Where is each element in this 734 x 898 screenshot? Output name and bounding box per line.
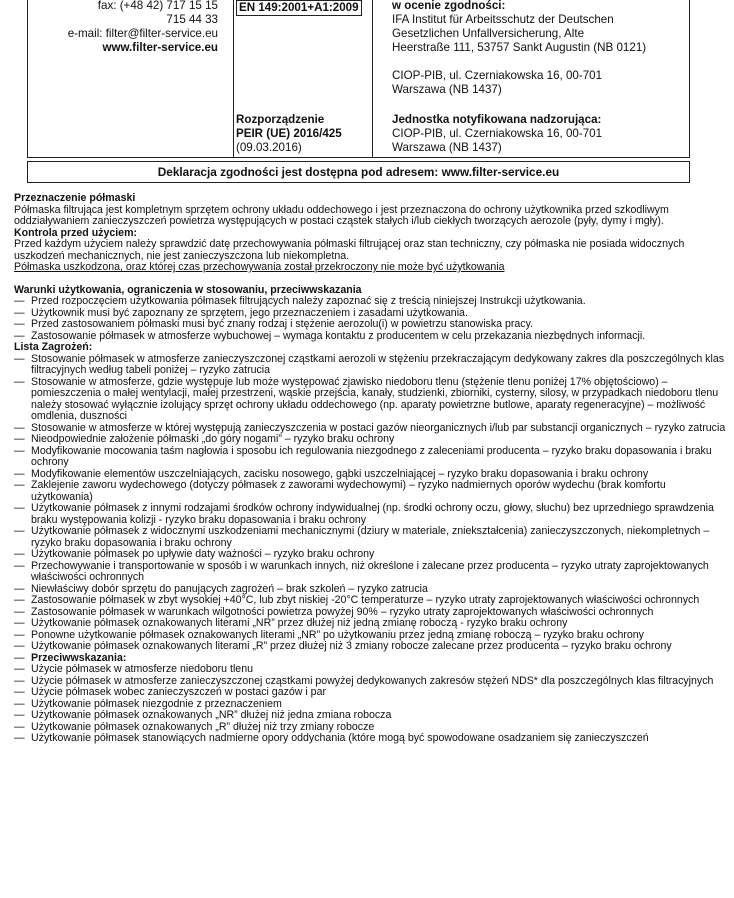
email-address: e-mail: filter@filter-service.eu bbox=[67, 27, 218, 40]
control-heading: Kontrola przed użyciem: bbox=[14, 226, 138, 239]
list-item: — Zaklejenie zaworu wydechowego (dotyczy półmasek z zaworami wydechowymi) – ryzyko nadmiernych oporów wydechu (brak komfortu użytkowania) bbox=[14, 479, 666, 503]
regulation-code: PEIR (UE) 2016/425 bbox=[236, 127, 342, 140]
contact-block bbox=[28, 0, 218, 55]
list-item: — Użytkowanie półmasek oznakowanych „R” dłużej niż trzy zmiany robocze bbox=[14, 720, 375, 733]
list-item: — Przed rozpoczęciem użytkowania półmasek filtrujących należy zapoznać się z treścią niniejszej Instrukcji użytkowania. bbox=[14, 295, 586, 307]
instructions-body bbox=[14, 193, 726, 745]
notified-line: Warszawa (NB 1437) bbox=[392, 141, 502, 154]
conditions-list bbox=[14, 296, 726, 342]
control-text: Przed każdym użyciem należy sprawdzić datę przechowywania półmaski filtrującej oraz stan techniczny, czy półmaska nie posiada widocznych uszkodzeń mechanicznych, nie jest zanieczyszczona lub niekompletna. bbox=[14, 238, 685, 262]
list-item: — Stosowanie półmasek w atmosferze zanieczyszczonej cząstkami aerozoli w stężeniu przekraczającym dedykowany zakres dla poszczególnych klas filtracyjnych według tabeli poniżej – ryzyko zatrucia bbox=[14, 352, 725, 376]
list-item: — Użytkowanie półmasek z widocznymi uszkodzeniami mechanicznymi (dziury w materiale, zniekształcenia) zanieczyszczonych, niekompletnych – ryzyko braku dopasowania i braku ochrony bbox=[14, 525, 710, 549]
assessment-line: Gesetzlichen Unfallversicherung, Alte bbox=[392, 27, 585, 40]
notified-line: CIOP-PIB, ul. Czerniakowska 16, 00-701 bbox=[392, 127, 603, 140]
purpose-text: Półmaska filtrująca jest kompletnym sprzętem ochrony układu oddechowego i jest przeznaczona do ochrony użytkownika przed szkodliwym oddziaływaniem zanieczyszczeń powietrza występujących w postaci cząstek stałych i/lub ciekłych tworzących aerozole (pyły, dymy i mgły). bbox=[14, 203, 669, 227]
control-warning: Półmaska uszkodzona, oraz której czas przechowywania został przekroczony nie może być użytkowania bbox=[14, 261, 505, 273]
list-item: — Modyfikowanie elementów uszczelniających, zacisku nosowego, gąbki uszczelniającej – ryzyko braku dopasowania i braku ochrony bbox=[14, 467, 649, 480]
regulation-cell bbox=[236, 113, 370, 155]
list-item: — Przed zastosowaniem półmaski musi być znany rodzaj i stężenie aerozolu(i) w powietrzu stanowiska pracy. bbox=[14, 318, 534, 330]
standard-number: EN 149:2001+A1:2009 bbox=[236, 0, 362, 16]
list-item: — Ponowne użytkowanie półmasek oznakowanych literami „NR” po użytkowaniu przez jedną zmianę roboczą – ryzyko braku ochrony bbox=[14, 628, 644, 641]
assessment-ciop-line: Warszawa (NB 1437) bbox=[392, 83, 502, 96]
table-divider bbox=[233, 0, 234, 157]
list-item: — Użytkowanie półmasek z innymi rodzajami środków ochrony indywidualnej (np. środki ochrony oczu, głowy, słuchu) bez uprzedniego sprawdzenia braku występowania kolizji - ryzyko braku dopasowania i braku ochrony bbox=[14, 502, 714, 526]
declaration-banner: Deklaracja zgodności jest dostępna pod adresem: www.filter-service.eu bbox=[27, 161, 690, 183]
hazards-heading: Lista Zagrożeń: bbox=[14, 341, 93, 353]
list-item: — Zastosowanie półmasek w atmosferze wybuchowej – wymaga kontaktu z producentem w celu przekazania niezbędnych informacji. bbox=[14, 329, 646, 342]
list-item: — Użytkowanie półmasek oznakowanych literami „NR” przez dłużej niż jedną zmianę roboczą - ryzyko braku ochrony bbox=[14, 617, 568, 629]
list-item: — Użycie półmasek wobec zanieczyszczeń w postaci gazów i par bbox=[14, 686, 326, 698]
contra-heading: Przeciwwskazania: bbox=[31, 651, 127, 664]
hazards-list bbox=[14, 354, 726, 653]
list-item: — Użytkowanie półmasek oznakowanych „NR” dłużej niż jedna zmiana robocza bbox=[14, 709, 392, 721]
notified-cell bbox=[392, 113, 692, 155]
conditions-heading: Warunki użytkowania, ograniczenia w stosowaniu, przeciwwskazania bbox=[14, 283, 362, 296]
list-item: — Użytkowanie półmasek po upływie daty ważności – ryzyko braku ochrony bbox=[14, 548, 375, 560]
assessment-line: Heerstraße 111, 53757 Sankt Augustin (NB 0121) bbox=[392, 41, 647, 54]
list-item: — Użytkowanie półmasek stanowiących nadmierne opory oddychania (które mogą być spowodowane osadzaniem się zanieczyszczeń bbox=[14, 732, 649, 744]
list-item: — Stosowanie w atmosferze w której występują zanieczyszczenia w postaci gazów nieorganicznych i/lub par substancji organicznych – ryzyko zatrucia bbox=[14, 421, 726, 434]
list-item: — Zastosowanie półmasek w zbyt wysokiej +40°C, lub zbyt niskiej -20°C temperaturze – ryzyko utraty zaprojektowanych właściwości ochronnych bbox=[14, 594, 700, 606]
regulation-date: (09.03.2016) bbox=[236, 141, 302, 154]
assessment-ciop-line: CIOP-PIB, ul. Czerniakowska 16, 00-701 bbox=[392, 69, 603, 82]
list-item: — Użycie półmasek w atmosferze zanieczyszczonej cząstkami powyżej dedykowanych zakresów stężeń NDS* dla poszczególnych klas filtracyjnych bbox=[14, 674, 714, 687]
list-item: — Przechowywanie i transportowanie w sposób i w warunkach innych, niż określone i zalecane przez producenta – ryzyko utraty zaprojektowanych właściwości ochronnych bbox=[14, 559, 709, 583]
list-item: — Użycie półmasek w atmosferze niedoboru tlenu bbox=[14, 663, 253, 675]
list-item: — Użytkowanie półmasek oznakowanych literami „R” przez dłużej niż 3 zmiany robocze zalecane przez producenta – ryzyko braku ochrony bbox=[14, 640, 672, 652]
fax-number-cont: 715 44 33 bbox=[166, 13, 218, 26]
table-divider bbox=[372, 0, 373, 157]
list-item: — Niewłaściwy dobór sprzętu do panujących zagrożeń – brak szkoleń – ryzyko zatrucia bbox=[14, 582, 428, 595]
regulation-title: Rozporządzenie bbox=[236, 113, 325, 126]
notified-heading: Jednostka notyfikowana nadzorująca: bbox=[392, 113, 602, 126]
list-item: — Modyfikowanie mocowania taśm nagłowia i sposobu ich regulowania niezgodnego z zaleceniami producenta – ryzyko braku dopasowania i braku ochrony bbox=[14, 444, 712, 468]
assessment-line: IFA Institut für Arbeitsschutz der Deutschen bbox=[392, 13, 614, 26]
assessment-heading: w ocenie zgodności: bbox=[392, 0, 506, 12]
list-item: — Zastosowanie półmasek w warunkach wilgotności powietrza powyżej 90% – ryzyko utraty zaprojektowanych właściwości ochronnych bbox=[14, 605, 654, 618]
contra-list bbox=[14, 653, 726, 745]
fax-number: fax: (+48 42) 717 15 15 bbox=[97, 0, 218, 12]
list-item: — Stosowanie w atmosferze, gdzie występuje lub może występować zjawisko niedoboru tlenu (stężenie tlenu poniżej 17% objętościowo) – pomieszczenia o małej wentylacji, małej przestrzeni, wąskie przejścia, kanały, studzienki, zbiorniki, cysterny, silosy, w przypadkach niedoboru tlenu należy stosować wyłącznie izolujący sprzęt ochrony układu oddechowego (np. aparaty powietrzne butlowe, aparaty regeneracyjne) – możliwość omdlenia, duszności bbox=[14, 375, 719, 422]
purpose-heading: Przeznaczenie półmaski bbox=[14, 192, 136, 204]
website: www.filter-service.eu bbox=[102, 41, 218, 54]
certification-table bbox=[27, 0, 690, 158]
list-item: — Przeciwwskazania: bbox=[14, 651, 127, 664]
list-item: — Użytkownik musi być zapoznany ze sprzętem, jego przeznaczeniem i zasadami użytkowania. bbox=[14, 306, 468, 319]
list-item: — Użytkowanie półmasek niezgodnie z przeznaczeniem bbox=[14, 697, 282, 710]
list-item: — Nieodpowiednie założenie półmaski „do góry nogami” – ryzyko braku ochrony bbox=[14, 433, 395, 445]
standard-cell bbox=[236, 0, 370, 16]
assessment-cell bbox=[392, 0, 692, 97]
